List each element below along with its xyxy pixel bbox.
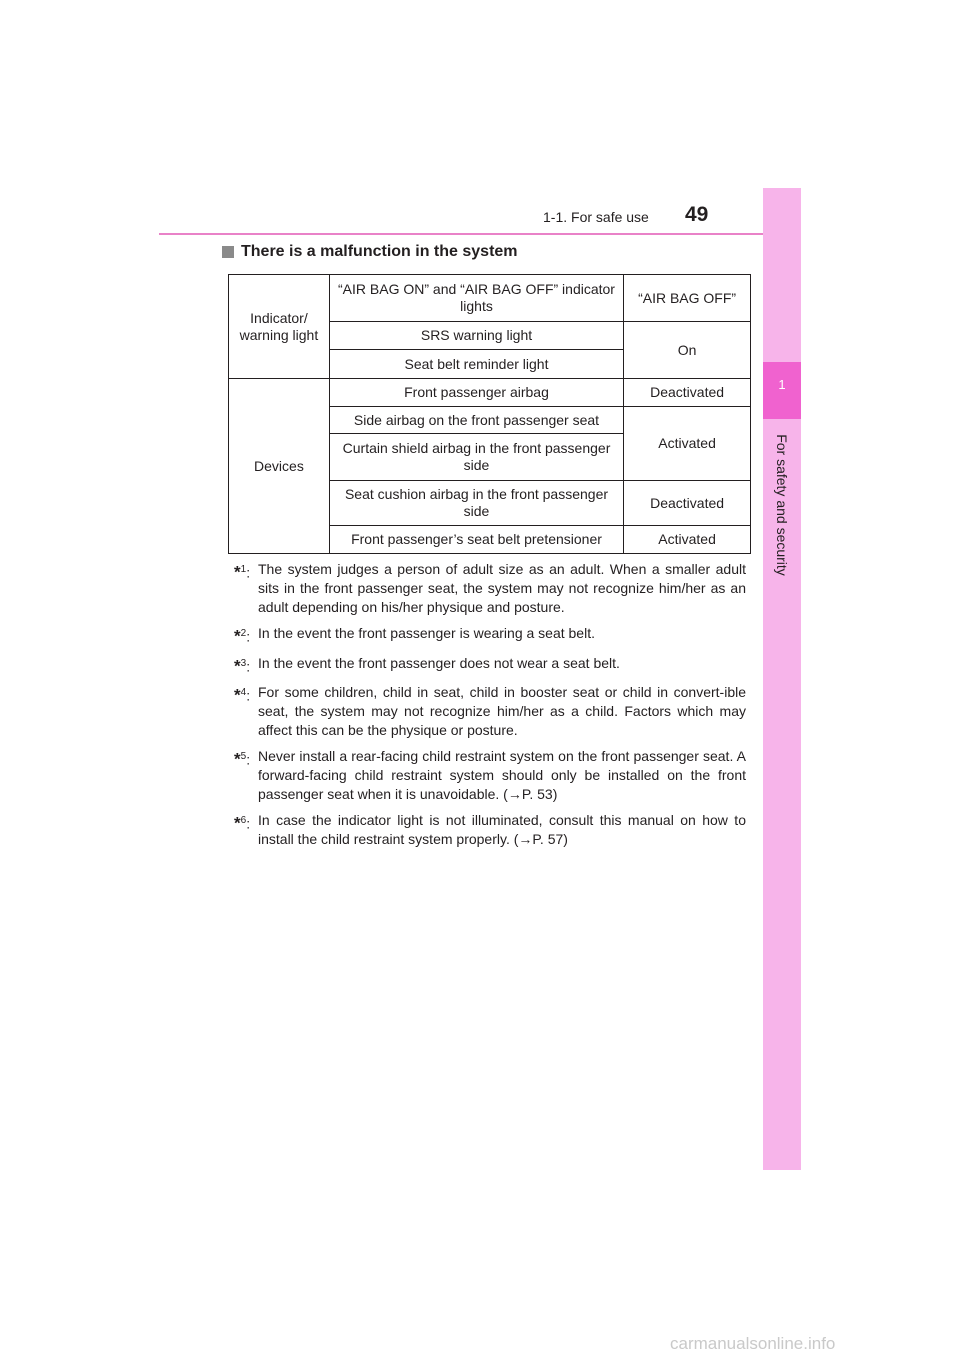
row-group-devices: Devices — [229, 379, 330, 554]
footnote-text: For some children, child in seat, child in booster seat or child in convert-ible seat, the system may not recognize him/her as a child. Factors which may affect this can be the physique or posture. — [258, 684, 746, 739]
table-cell-item: “AIR BAG ON” and “AIR BAG OFF” indicator lights — [329, 275, 623, 322]
footnote-separator: : — [246, 628, 251, 645]
table-cell-item: SRS warning light — [329, 322, 623, 350]
footnote-separator: : — [246, 751, 251, 768]
square-bullet-icon — [222, 246, 234, 258]
footnote-1 — [234, 560, 746, 617]
footnote-number: 4 — [240, 687, 247, 699]
footnote-text: In case the indicator light is not illuminated, consult this manual on how to install the child restraint system properly. (→P. 57) — [258, 812, 746, 848]
table-cell-state: Deactivated — [624, 481, 751, 526]
footnote-marker — [234, 624, 258, 647]
footnote-3 — [234, 654, 746, 677]
footnote-number: 1 — [240, 564, 247, 575]
malfunction-status-table — [228, 274, 751, 554]
table-row — [229, 275, 751, 322]
chapter-tab-number: 1 — [778, 377, 786, 392]
footnote-marker — [234, 747, 258, 804]
table-cell-item: Curtain shield airbag in the front passenger side — [329, 434, 623, 481]
footnote-2 — [234, 624, 746, 647]
table-cell-item: Seat cushion airbag in the front passenger side — [329, 481, 623, 526]
footnote-star: * — [234, 626, 241, 646]
footnote-marker — [234, 683, 258, 740]
section-heading-text: There is a malfunction in the system — [241, 243, 518, 260]
table-cell-item: Front passenger airbag — [329, 379, 623, 407]
footnote-marker — [234, 811, 258, 849]
table-cell-state: Deactivated — [624, 379, 751, 407]
footnote-star: * — [234, 749, 241, 769]
footnote-6 — [234, 811, 746, 849]
footnote-number: 2 — [240, 628, 247, 639]
footnote-star: * — [234, 656, 241, 676]
section-label: 1-1. For safe use — [543, 209, 649, 225]
chapter-side-tab — [763, 188, 801, 1170]
footnote-separator: : — [246, 687, 251, 704]
footnote-star: * — [234, 685, 241, 705]
footnote-star: * — [234, 562, 241, 582]
footnote-text: Never install a rear-facing child restraint system on the front passenger seat. A forward-facing child restraint system should only be installed on the front passenger seat when it is unavoidable. (→P. 53) — [258, 748, 746, 803]
site-watermark: carmanualsonline.info — [670, 1334, 836, 1353]
row-group-indicator: Indicator/ warning light — [229, 275, 330, 379]
footnote-list — [234, 560, 746, 856]
footnote-separator: : — [246, 658, 251, 675]
footnote-star: * — [234, 813, 241, 833]
table-cell-state: Activated — [624, 407, 751, 481]
footnote-5 — [234, 747, 746, 804]
table-cell-item: Seat belt reminder light — [329, 350, 623, 379]
footnote-marker — [234, 560, 258, 617]
footnote-marker — [234, 654, 258, 677]
footnote-number: 5 — [240, 751, 247, 763]
header-rule — [159, 233, 801, 235]
footnote-number: 3 — [240, 657, 247, 669]
table-cell-state: “AIR BAG OFF” — [624, 275, 751, 322]
footnote-separator: : — [246, 564, 251, 581]
table-cell-item: Side airbag on the front passenger seat — [329, 407, 623, 434]
footnote-separator: : — [246, 815, 251, 832]
footnote-4 — [234, 683, 746, 740]
table-cell-state: Activated — [624, 526, 751, 554]
footnote-text: In the event the front passenger is wearing a seat belt. — [258, 625, 595, 641]
footnote-text: In the event the front passenger does not wear a seat belt. — [258, 654, 620, 671]
footnote-text: The system judges a person of adult size as an adult. When a smaller adult sits in the front passenger seat, the system may not recognize him/her as an adult depending on his/her physique and posture. — [258, 561, 746, 615]
section-heading — [222, 243, 518, 261]
table-row — [229, 379, 751, 407]
table-cell-state: On — [624, 322, 751, 379]
footnote-number: 6 — [240, 815, 247, 827]
chapter-tab-label: For safety and security — [774, 434, 790, 576]
table-cell-item: Front passenger’s seat belt pretensioner — [329, 526, 623, 554]
page-number: 49 — [685, 203, 709, 226]
